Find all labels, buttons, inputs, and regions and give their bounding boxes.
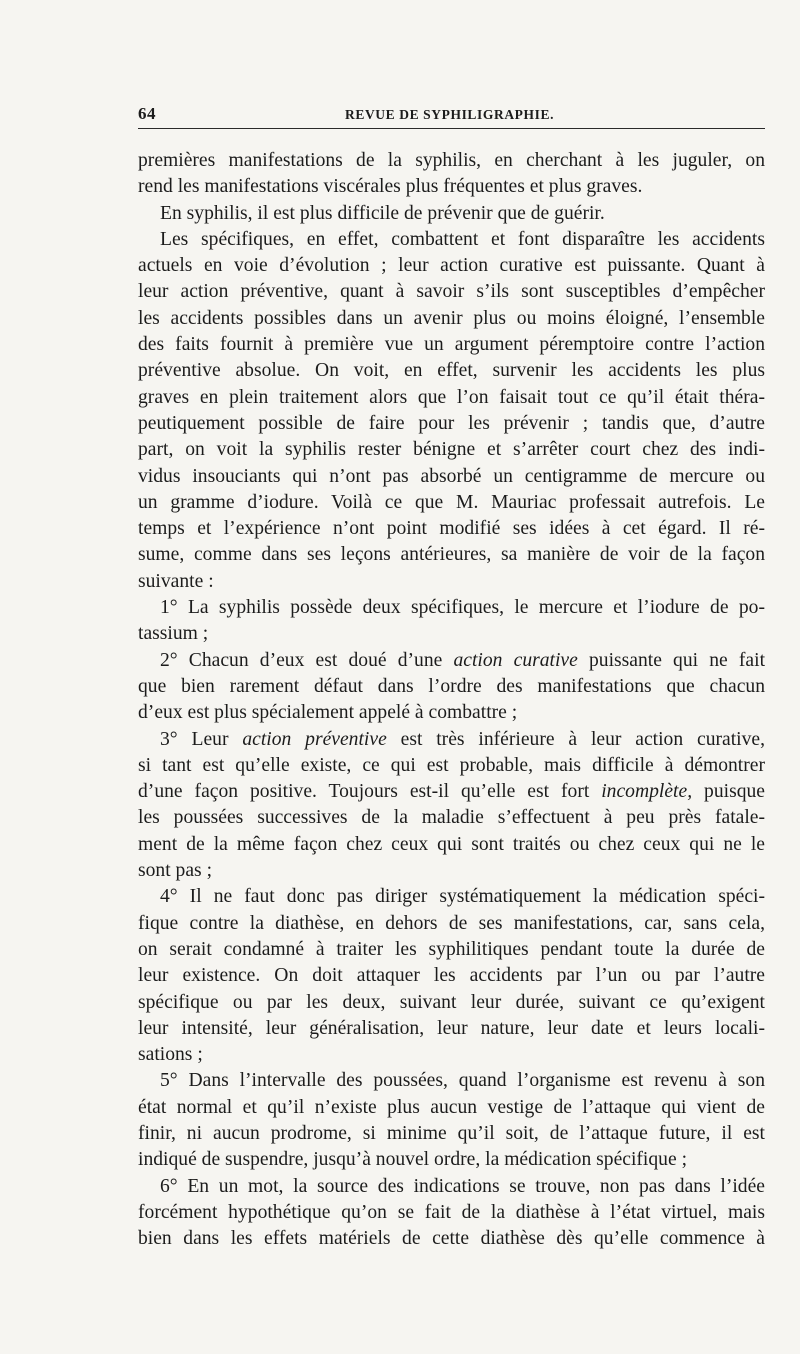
text-line — [138, 569, 765, 595]
text-line — [138, 884, 765, 910]
text-segment: 3° Leur — [160, 728, 243, 750]
text-line — [138, 621, 765, 647]
italic-phrase: incomplète, — [601, 781, 693, 803]
text-line — [138, 648, 765, 674]
text-segment: peutiquement possible de faire pour les prévenir ; tandis que, d’autre — [138, 412, 765, 434]
text-segment: rend les manifestations viscérales plus fréquentes et plus graves. — [138, 176, 643, 198]
text-segment: spécifique ou par les deux, suivant leur durée, suivant ce qu’exigent — [138, 991, 765, 1013]
body-text — [138, 148, 765, 1252]
text-segment: si tant est qu’elle existe, ce qui est probable, mais difficile à démontrer — [138, 754, 765, 776]
text-line — [138, 858, 765, 884]
text-line — [138, 411, 765, 437]
text-segment: sont pas ; — [138, 860, 213, 882]
text-line — [138, 201, 765, 227]
text-line — [138, 1042, 765, 1068]
text-line — [138, 1147, 765, 1173]
text-line — [138, 358, 765, 384]
text-line — [138, 1226, 765, 1252]
text-segment: que bien rarement défaut dans l’ordre des manifestations que chacun — [138, 675, 765, 697]
text-segment: état normal et qu’il n’existe plus aucun vestige de l’attaque qui vient de — [138, 1096, 765, 1118]
text-line — [138, 279, 765, 305]
text-line — [138, 832, 765, 858]
text-line — [138, 700, 765, 726]
text-line — [138, 1200, 765, 1226]
text-segment: les accidents possibles dans un avenir plus ou moins éloigné, l’ensemble — [138, 307, 765, 329]
text-segment: est très inférieure à leur action curative, — [386, 728, 765, 750]
text-line — [138, 1174, 765, 1200]
text-line — [138, 963, 765, 989]
text-line — [138, 464, 765, 490]
text-line — [138, 174, 765, 200]
text-line — [138, 753, 765, 779]
text-segment: tassium ; — [138, 623, 209, 645]
text-segment: leur existence. On doit attaquer les accidents par l’un ou par l’autre — [138, 965, 765, 987]
text-line — [138, 595, 765, 621]
text-segment: 5° Dans l’intervalle des poussées, quand l’organisme est revenu à son — [160, 1070, 765, 1092]
text-segment: graves en plein traitement alors que l’on faisait tout ce qu’il était théra- — [138, 386, 765, 408]
header-rule — [138, 128, 765, 129]
text-segment: temps et l’expérience n’ont point modifié ses idées à cet égard. Il ré- — [138, 518, 765, 540]
text-line — [138, 542, 765, 568]
text-line — [138, 937, 765, 963]
text-line — [138, 779, 765, 805]
page-number: 64 — [138, 104, 156, 123]
text-segment: 4° Il ne faut donc pas diriger systématiquement la médication spéci- — [160, 886, 765, 908]
text-line — [138, 306, 765, 332]
text-segment: ment de la même façon chez ceux qui sont traités ou chez ceux qui ne le — [138, 833, 765, 855]
text-segment: des faits fournit à première vue un argument péremptoire contre l’action — [138, 334, 765, 356]
running-title: REVUE DE SYPHILIGRAPHIE. — [345, 107, 555, 122]
text-segment: 2° Chacun d’eux est doué d’une — [160, 649, 454, 671]
text-segment: 6° En un mot, la source des indications se trouve, non pas dans l’idée — [160, 1175, 765, 1197]
text-segment: forcément hypothétique qu’on se fait de la diathèse à l’état virtuel, mais — [138, 1201, 765, 1223]
text-segment: actuels en voie d’évolution ; leur action curative est puissante. Quant à — [138, 255, 765, 277]
text-segment: 1° La syphilis possède deux spécifiques, le mercure et l’iodure de po- — [160, 597, 765, 619]
text-segment: sume, comme dans ses leçons antérieures, sa manière de voir de la façon — [138, 544, 765, 566]
text-segment: d’eux est plus spécialement appelé à combattre ; — [138, 702, 518, 724]
text-line — [138, 332, 765, 358]
text-segment: part, on voit la syphilis rester bénigne et s’arrêter court chez des indi- — [138, 439, 765, 461]
text-line — [138, 805, 765, 831]
text-segment: leur action préventive, quant à savoir s’ils sont susceptibles d’empêcher — [138, 281, 765, 303]
text-line — [138, 1121, 765, 1147]
text-segment: fique contre la diathèse, en dehors de ses manifestations, car, sans cela, — [138, 912, 765, 934]
text-line — [138, 674, 765, 700]
text-segment: un gramme d’iodure. Voilà ce que M. Mauriac professait autrefois. Le — [138, 491, 765, 513]
text-line — [138, 990, 765, 1016]
text-segment: vidus insouciants qui n’ont pas absorbé un centigramme de mercure ou — [138, 465, 765, 487]
italic-phrase: action curative — [453, 649, 578, 671]
text-line — [138, 490, 765, 516]
text-line — [138, 516, 765, 542]
text-segment: on serait condamné à traiter les syphilitiques pendant toute la durée de — [138, 938, 765, 960]
text-segment: finir, ni aucun prodrome, si minime qu’il soit, de l’attaque future, il est — [138, 1122, 765, 1144]
text-segment: premières manifestations de la syphilis, en cherchant à les juguler, on — [138, 150, 765, 171]
text-segment: Les spécifiques, en effet, combattent et font disparaître les accidents — [160, 228, 765, 250]
text-segment: En syphilis, il est plus difficile de prévenir que de guérir. — [160, 202, 605, 224]
text-line — [138, 727, 765, 753]
text-line — [138, 1016, 765, 1042]
text-segment: bien dans les effets matériels de cette diathèse dès qu’elle commence à — [138, 1228, 765, 1250]
text-line — [138, 437, 765, 463]
text-segment: indiqué de suspendre, jusqu’à nouvel ordre, la médication spécifique ; — [138, 1149, 688, 1171]
text-line — [138, 253, 765, 279]
text-segment: puissante qui ne fait — [577, 649, 766, 671]
text-line — [138, 911, 765, 937]
text-line — [138, 1068, 765, 1094]
text-line — [138, 227, 765, 253]
page-header — [138, 104, 765, 130]
text-segment: puisque — [692, 781, 765, 803]
text-segment: leur intensité, leur généralisation, leur nature, leur date et leurs locali- — [138, 1017, 765, 1039]
text-segment: suivante : — [138, 570, 214, 592]
text-segment: d’une façon positive. Toujours est-il qu’elle est fort — [138, 781, 602, 803]
text-line — [138, 385, 765, 411]
text-segment: sations ; — [138, 1044, 203, 1066]
text-segment: les poussées successives de la maladie s’effectuent à peu près fatale- — [138, 807, 765, 829]
text-line — [138, 1095, 765, 1121]
italic-phrase: action préventive — [242, 728, 387, 750]
text-line — [138, 148, 765, 174]
text-segment: préventive absolue. On voit, en effet, survenir les accidents les plus — [138, 360, 765, 382]
